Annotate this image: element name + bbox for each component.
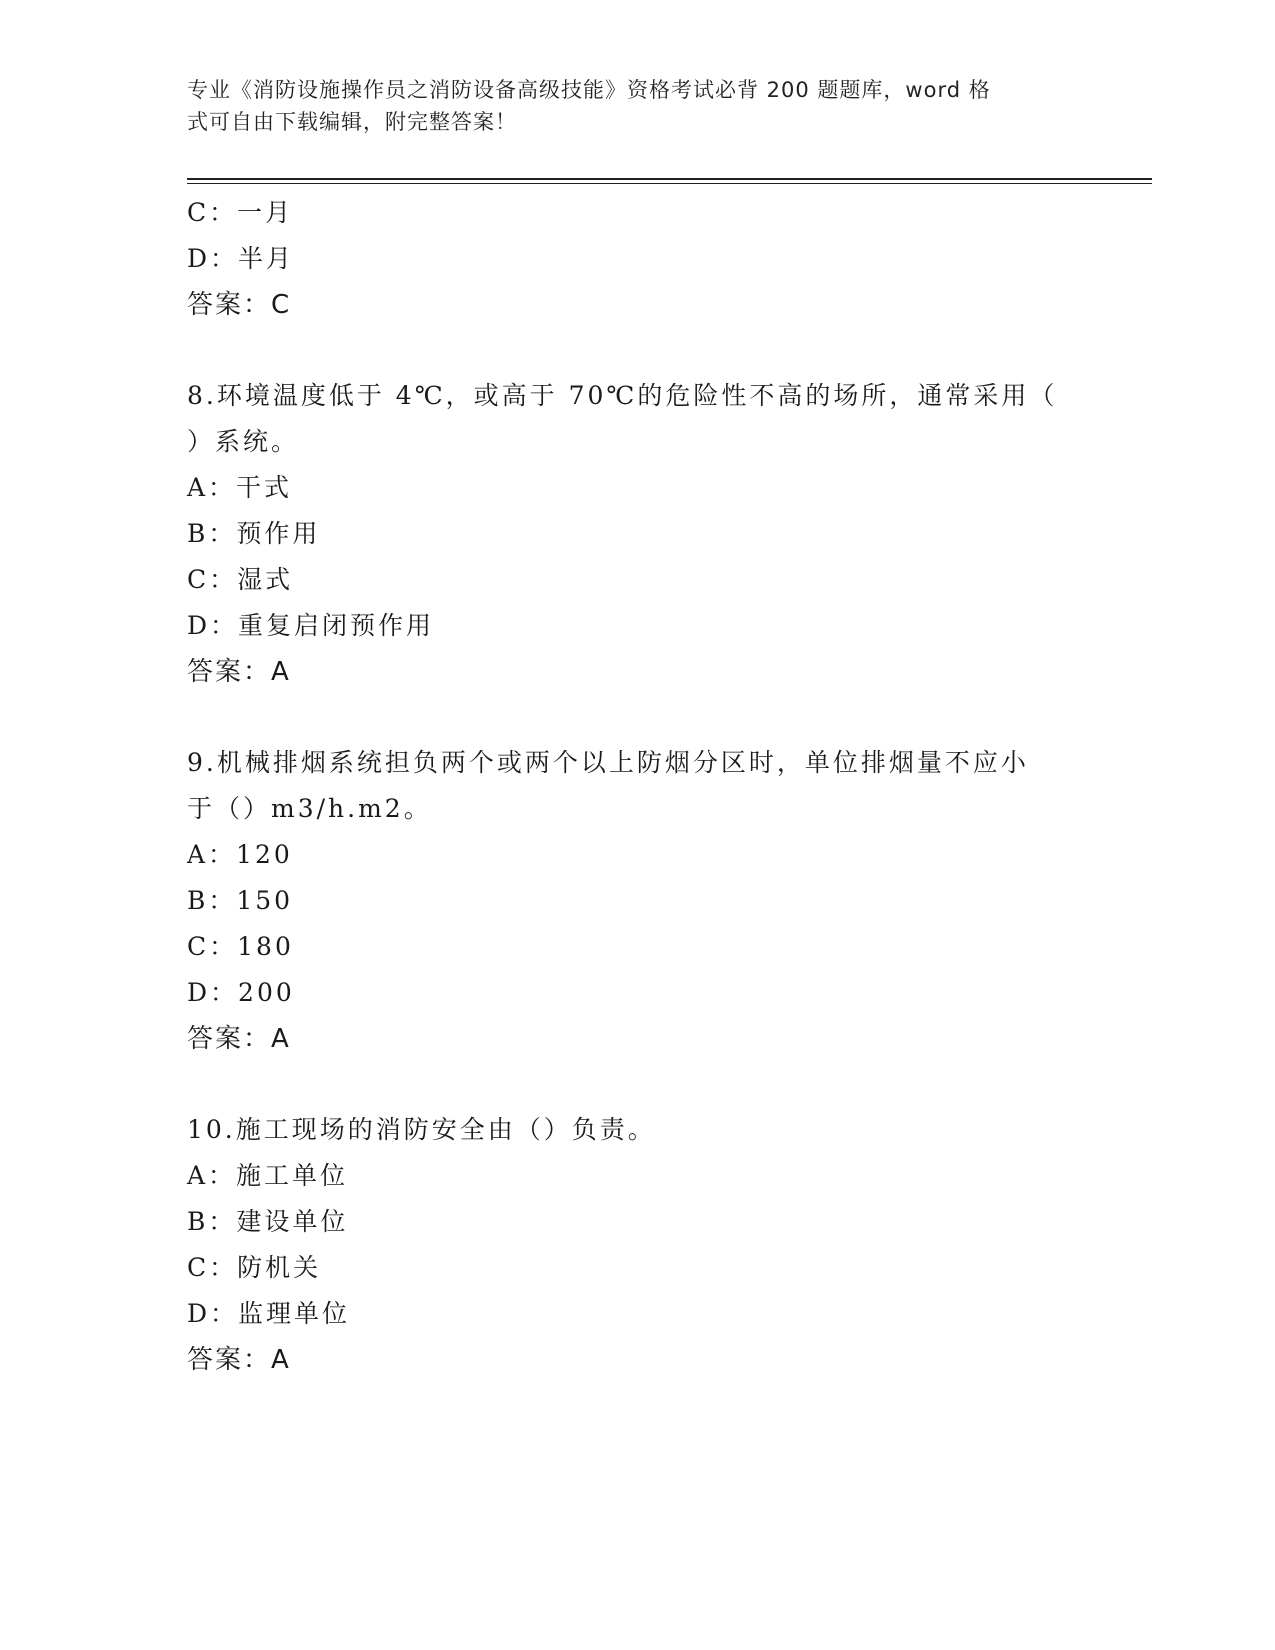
answer-line: 答案：A xyxy=(187,1024,291,1054)
document-header xyxy=(187,74,1067,138)
option-b: B：150 xyxy=(187,886,294,915)
answer-line: 答案：C xyxy=(187,290,292,320)
header-line-2: 式可自由下载编辑，附完整答案！ xyxy=(187,110,517,134)
header-divider-thin xyxy=(187,183,1152,184)
option-a: A：120 xyxy=(187,840,293,869)
option-c: C：防机关 xyxy=(187,1253,322,1282)
answer-line: 答案：A xyxy=(187,1345,291,1375)
option-d: D：半月 xyxy=(187,244,295,273)
option-a: A：干式 xyxy=(187,473,293,502)
option-d: D：监理单位 xyxy=(187,1299,351,1328)
question-8 xyxy=(187,373,1067,695)
header-divider-thick xyxy=(187,178,1152,180)
header-line-1: 专业《消防设施操作员之消防设备高级技能》资格考试必背 200 题题库，word 格 xyxy=(187,78,991,102)
question-9 xyxy=(187,740,1067,1062)
option-d: D：重复启闭预作用 xyxy=(187,611,435,640)
question-stem-line-1: 8.环境温度低于 4℃，或高于 70℃的危险性不高的场所，通常采用（ xyxy=(187,381,1058,410)
question-stem-line-2: ）系统。 xyxy=(187,427,300,456)
question-10 xyxy=(187,1107,1067,1383)
option-a: A：施工单位 xyxy=(187,1161,349,1190)
option-b: B：预作用 xyxy=(187,519,321,548)
question-stem-line-1: 10.施工现场的消防安全由（）负责。 xyxy=(187,1115,656,1144)
option-c: C：180 xyxy=(187,932,294,961)
option-c: C：湿式 xyxy=(187,565,294,594)
option-c: C：一月 xyxy=(187,198,294,227)
option-d: D：200 xyxy=(187,978,295,1007)
question-stem-line-2: 于（）m3/h.m2。 xyxy=(187,794,432,823)
question-stem-line-1: 9.机械排烟系统担负两个或两个以上防烟分区时，单位排烟量不应小 xyxy=(187,748,1029,777)
answer-line: 答案：A xyxy=(187,657,291,687)
question-fragment xyxy=(187,190,1067,328)
question-list xyxy=(187,190,1067,1383)
option-b: B：建设单位 xyxy=(187,1207,349,1236)
